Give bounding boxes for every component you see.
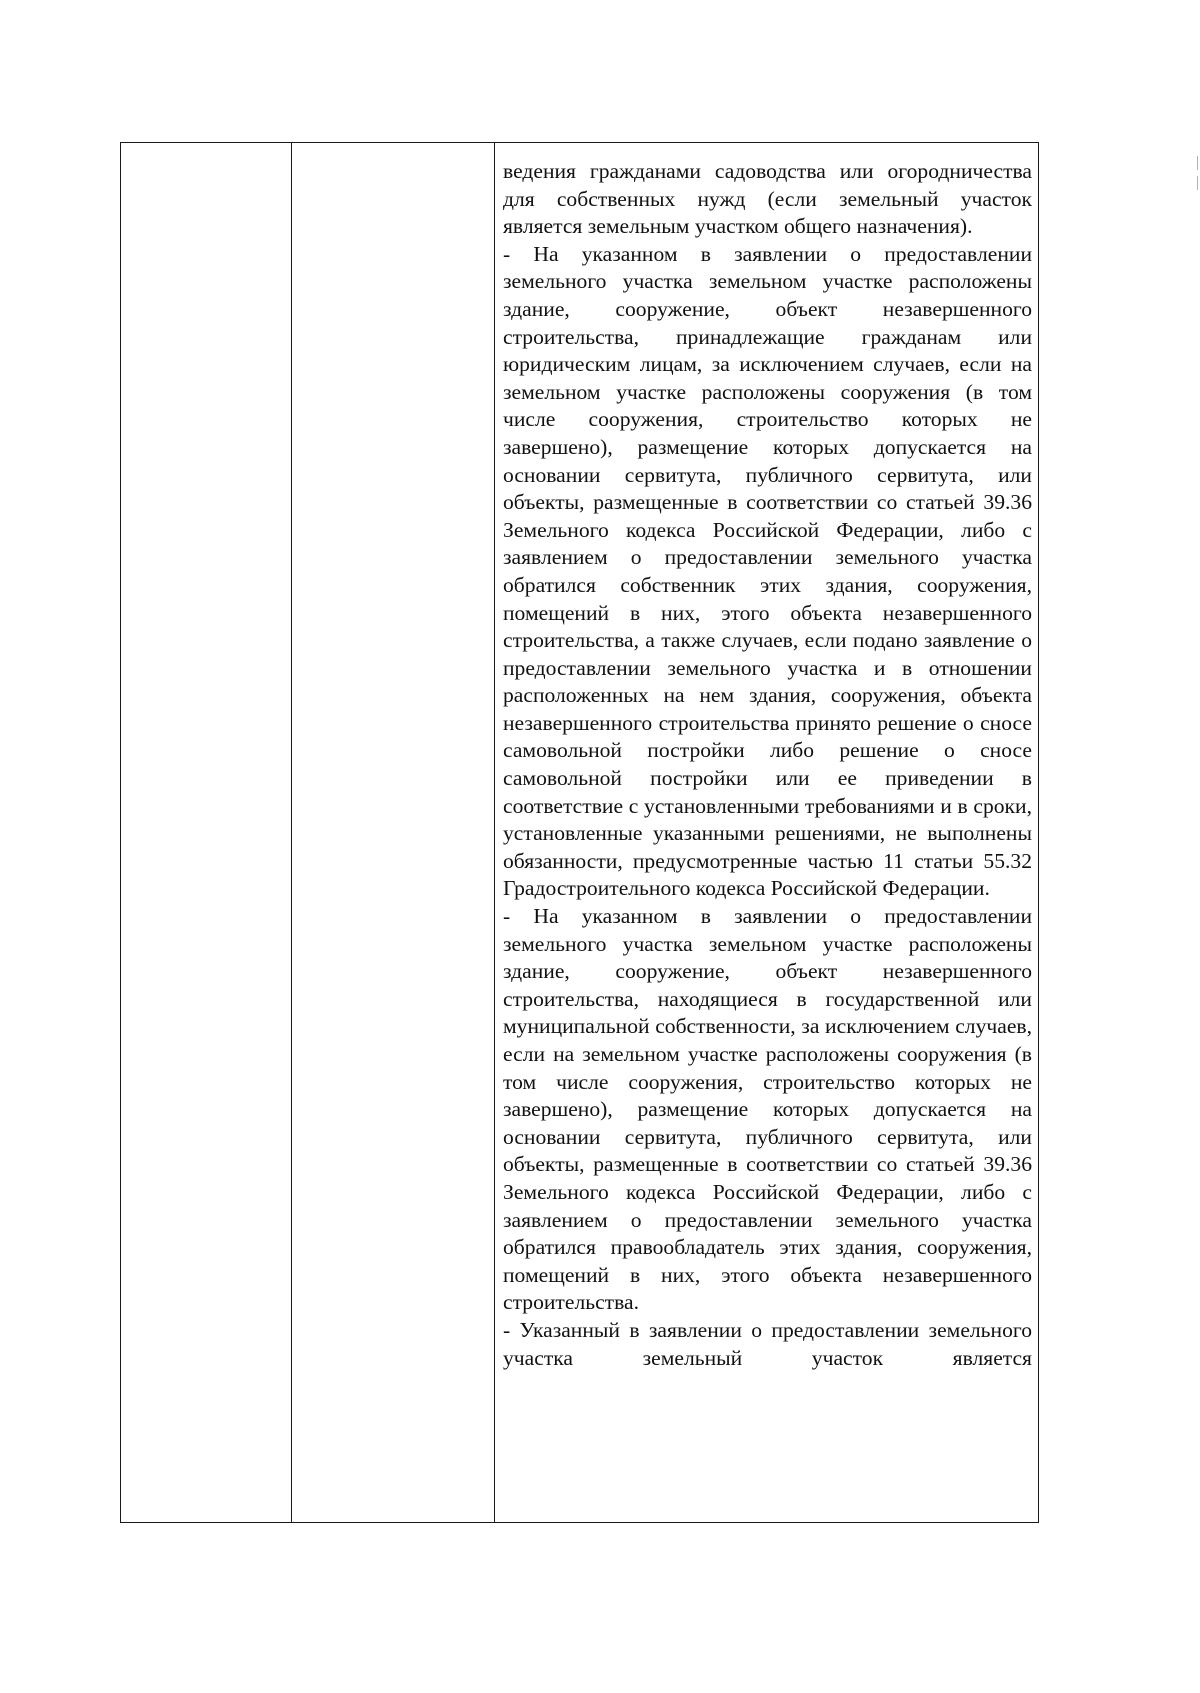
table-cell-column-2: [292, 143, 495, 1523]
cell-text-block: [495, 143, 1038, 1372]
paragraph-plot-status: - Указанный в заявлении о предоставлении земельного участка земельный участок является: [503, 1317, 1032, 1370]
paragraph-continuation: ведения гражданами садоводства или огородничества для собственных нужд (если земельный участок является земельным участком общего назначения).: [503, 159, 1032, 239]
paragraph-buildings-public: - На указанном в заявлении о предоставлении земельного участка земельном участке расположены здание, сооружение, объект незавершенного строительства, находящиеся в государственной или муниципальной собственности, за исключением случаев, если на земельном участке расположены сооружения (в том числе сооружения, строительство которых не завершено), размещение которых допускается на основании сервитута, публичного сервитута, или объекты, размещенные в соответствии со статьей 39.36 Земельного кодекса Российской Федерации, либо с заявлением о предоставлении земельного участка обратился правообладатель этих здания, сооружения, помещений в них, этого объекта незавершенного строительства.: [503, 904, 1032, 1315]
table-cell-column-3: [495, 143, 1039, 1523]
table-row: [121, 143, 1039, 1523]
paragraph-buildings-private: - На указанном в заявлении о предоставлении земельного участка земельном участке расположены здание, сооружение, объект незавершенного строительства, принадлежащие гражданам или юридическим лицам, за исключением случаев, если на земельном участке расположены сооружения (в том числе сооружения, строительство которых не завершено), размещение которых допускается на основании сервитута, публичного сервитута, или объекты, размещенные в соответствии со статьей 39.36 Земельного кодекса Российской Федерации, либо с заявлением о предоставлении земельного участка обратился собственник этих здания, сооружения, помещений в них, этого объекта незавершенного строительства, а также случаев, если подано заявление о предоставлении земельного участка и в отношении расположенных на нем здания, сооружения, объекта незавершенного строительства принято решение о сносе самовольной постройки либо решение о сносе самовольной постройки или ее приведении в соответствие с установленными требованиями и в сроки, установленные указанными решениями, не выполнены обязанности, предусмотренные частью 11 статьи 55.32 Градостроительного кодекса Российской Федерации.: [503, 241, 1032, 901]
continuation-table: [120, 142, 1039, 1523]
table-cell-column-1: [121, 143, 292, 1523]
scan-edge-mark: [1197, 156, 1198, 170]
scan-edge-mark: [1197, 176, 1198, 190]
